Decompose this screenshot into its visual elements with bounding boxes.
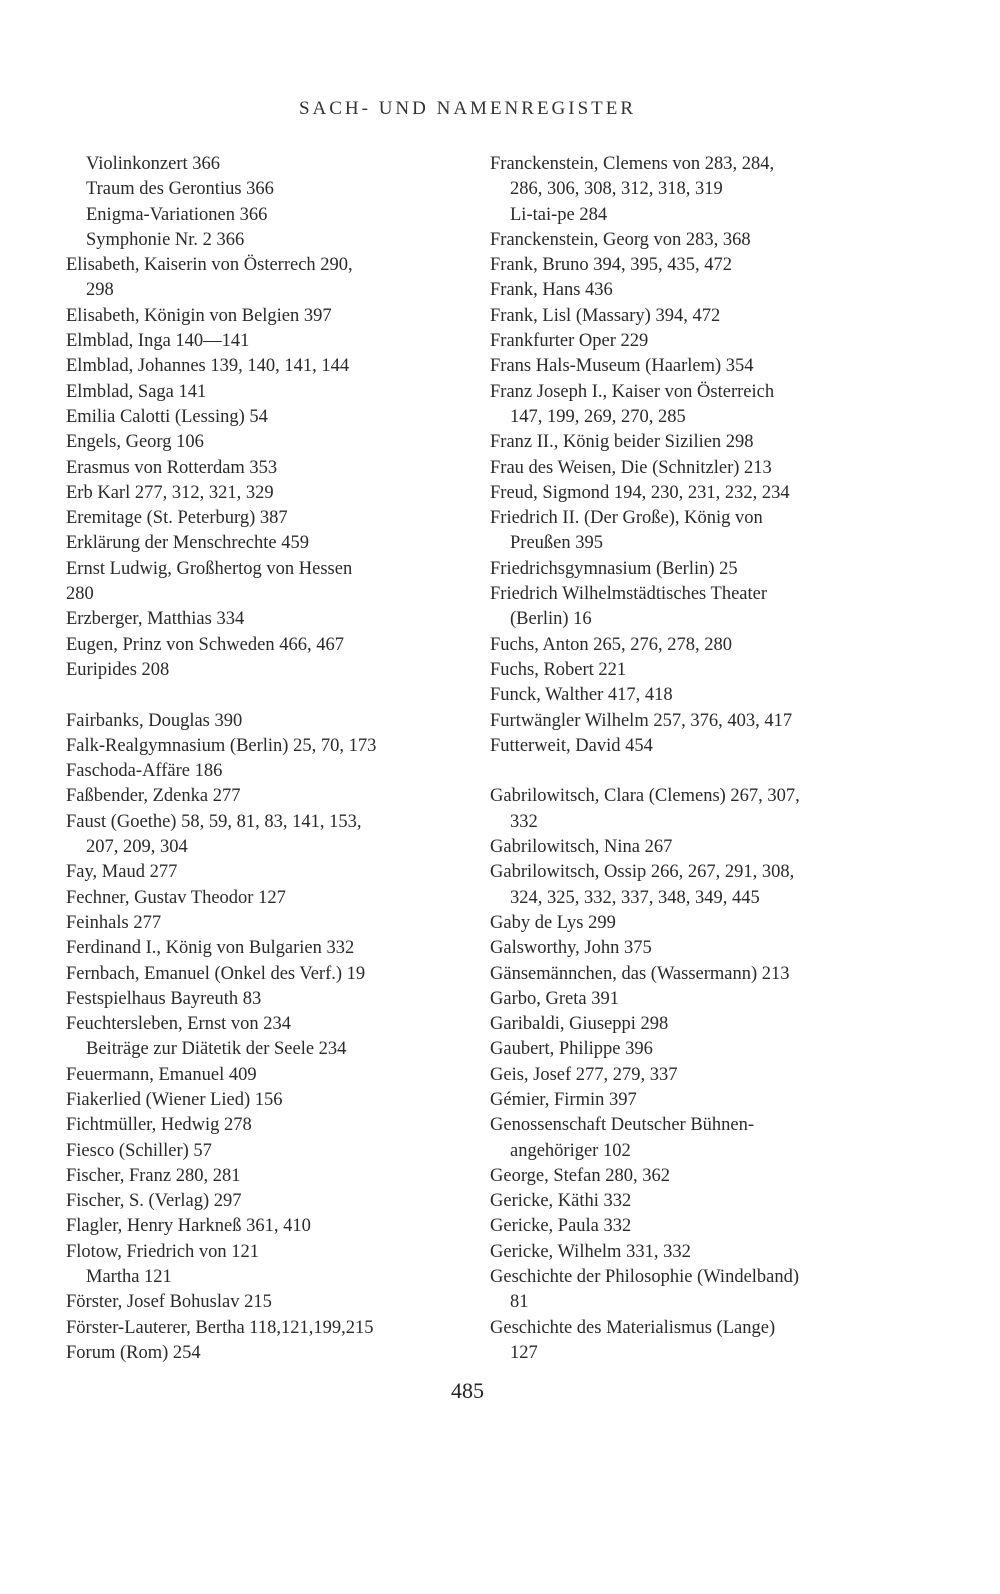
index-entry-continuation: 324, 325, 332, 337, 348, 349, 445 [510,887,760,908]
index-entry: Fiesco (Schiller) 57 [66,1140,212,1161]
index-entry: Geschichte des Materialismus (Lange) [490,1317,776,1338]
index-entry-continuation: Li-tai-pe 284 [510,204,608,225]
index-entry: Feinhals 277 [66,912,162,933]
index-entry: Erasmus von Rotterdam 353 [66,457,278,478]
index-entry: Frans Hals-Museum (Haarlem) 354 [490,356,754,377]
index-entry: Geschichte der Philosophie (Windelband) [490,1267,800,1288]
index-entry: Funck, Walther 417, 418 [490,685,673,706]
index-entry: Frankfurter Oper 229 [490,331,649,352]
index-entry-continuation: Preußen 395 [510,533,603,554]
index-column-right [490,152,910,1366]
index-entry: Erb Karl 277, 312, 321, 329 [66,482,274,503]
index-entry: Franckenstein, Clemens von 283, 284, [490,154,775,174]
index-entry: Ernst Ludwig, Großhertog von Hessen [66,558,353,579]
index-entry: 280 [66,584,94,605]
index-entry: Elisabeth, Königin von Belgien 397 [66,305,332,326]
index-entry-continuation: Symphonie Nr. 2 366 [86,229,245,250]
index-entry: Förster-Lauterer, Bertha 118,121,199,215 [66,1317,374,1338]
index-entry: Feuchtersleben, Ernst von 234 [66,1014,292,1035]
index-column-left [66,152,486,1366]
index-entry: Galsworthy, John 375 [490,938,652,959]
index-entry: Fischer, Franz 280, 281 [66,1165,241,1186]
index-entry: Genossenschaft Deutscher Bühnen- [490,1115,755,1136]
index-entry: Ferdinand I., König von Bulgarien 332 [66,938,355,959]
index-entry: Flotow, Friedrich von 121 [66,1241,260,1262]
index-entry: Erzberger, Matthias 334 [66,609,245,630]
index-entry: Förster, Josef Bohuslav 215 [66,1292,272,1313]
index-entry: Gericke, Wilhelm 331, 332 [490,1241,691,1262]
index-entry: Eremitage (St. Peterburg) 387 [66,508,288,529]
index-entry: Fischer, S. (Verlag) 297 [66,1191,242,1212]
section-gap [490,759,910,784]
index-entry-continuation: 298 [86,280,114,301]
index-entry: Elmblad, Johannes 139, 140, 141, 144 [66,356,350,377]
index-entry-continuation: 286, 306, 308, 312, 318, 319 [510,179,723,200]
index-entry: Fiakerlied (Wiener Lied) 156 [66,1089,283,1110]
index-entry: Gaubert, Philippe 396 [490,1039,653,1060]
index-entry: Franz Joseph I., Kaiser von Österreich [490,381,775,402]
index-entry: Friedrichsgymnasium (Berlin) 25 [490,558,738,579]
index-entry-continuation: 147, 199, 269, 270, 285 [510,406,686,427]
index-entry-continuation: 81 [510,1292,529,1313]
index-entry: Emilia Calotti (Lessing) 54 [66,406,268,427]
index-entry: Gabrilowitsch, Ossip 266, 267, 291, 308, [490,862,795,883]
page-number: 485 [451,1378,484,1403]
index-entry: Frank, Lisl (Massary) 394, 472 [490,305,721,326]
index-entry-continuation: 332 [510,811,538,832]
index-entry: Gericke, Paula 332 [490,1216,632,1237]
index-entry: Fechner, Gustav Theodor 127 [66,887,286,908]
index-entry: Gaby de Lys 299 [490,912,616,933]
index-entry-continuation: 127 [510,1342,538,1363]
index-entry: Erklärung der Menschrechte 459 [66,533,309,554]
index-entry: Frau des Weisen, Die (Schnitzler) 213 [490,457,772,478]
index-entry: Frank, Hans 436 [490,280,613,301]
index-entry: Friedrich Wilhelmstädtisches Theater [490,584,768,605]
index-entry: Fay, Maud 277 [66,862,178,883]
index-entry: Fichtmüller, Hedwig 278 [66,1115,252,1136]
index-entry-continuation: (Berlin) 16 [510,609,592,630]
index-entry: Elmblad, Saga 141 [66,381,207,402]
index-entry-continuation: Martha 121 [86,1267,172,1288]
index-entry: Forum (Rom) 254 [66,1342,201,1363]
index-entry-continuation: Traum des Gerontius 366 [86,179,274,200]
index-entry: Elisabeth, Kaiserin von Österrech 290, [66,255,353,276]
index-entry: Flagler, Henry Harkneß 361, 410 [66,1216,311,1237]
index-entry: Euripides 208 [66,659,170,680]
index-entry: Freud, Sigmond 194, 230, 231, 232, 234 [490,482,790,503]
index-entry: Fuchs, Robert 221 [490,659,627,680]
index-entry: Gémier, Firmin 397 [490,1089,637,1110]
index-entry: Falk-Realgymnasium (Berlin) 25, 70, 173 [66,735,377,756]
index-entry-continuation: 207, 209, 304 [86,837,188,858]
index-entry: Furtwängler Wilhelm 257, 376, 403, 417 [490,710,793,731]
index-entry: George, Stefan 280, 362 [490,1165,670,1186]
index-entry: Futterweit, David 454 [490,735,653,756]
section-gap [66,683,486,708]
index-entry: Feuermann, Emanuel 409 [66,1064,257,1085]
index-entry: Garibaldi, Giuseppi 298 [490,1014,669,1035]
index-entry: Frank, Bruno 394, 395, 435, 472 [490,255,733,276]
index-entry-continuation: Violinkonzert 366 [86,154,221,174]
index-entry: Faßbender, Zdenka 277 [66,786,241,807]
index-entry: Fairbanks, Douglas 390 [66,710,243,731]
index-entry: Franz II., König beider Sizilien 298 [490,432,754,453]
index-entry: Fernbach, Emanuel (Onkel des Verf.) 19 [66,963,366,984]
index-entry: Garbo, Greta 391 [490,988,619,1009]
index-entry: Gericke, Käthi 332 [490,1191,632,1212]
running-header: SACH- UND NAMENREGISTER [298,98,637,119]
index-entry-continuation: angehöriger 102 [510,1140,631,1161]
index-entry: Gabrilowitsch, Nina 267 [490,837,673,858]
index-entry: Elmblad, Inga 140—141 [66,331,250,352]
index-entry: Faust (Goethe) 58, 59, 81, 83, 141, 153, [66,811,362,832]
index-entry: Friedrich II. (Der Große), König von [490,508,763,529]
index-entry: Fuchs, Anton 265, 276, 278, 280 [490,634,733,655]
index-entry-continuation: Beiträge zur Diätetik der Seele 234 [86,1039,347,1060]
index-entry: Franckenstein, Georg von 283, 368 [490,229,751,250]
index-entry: Gabrilowitsch, Clara (Clemens) 267, 307, [490,786,800,807]
index-entry-continuation: Enigma-Variationen 366 [86,204,268,225]
index-entry: Engels, Georg 106 [66,432,204,453]
index-entry: Geis, Josef 277, 279, 337 [490,1064,678,1085]
index-entry: Eugen, Prinz von Schweden 466, 467 [66,634,344,655]
index-entry: Faschoda-Affäre 186 [66,761,223,782]
index-entry: Gänsemännchen, das (Wassermann) 213 [490,963,790,984]
index-entry: Festspielhaus Bayreuth 83 [66,988,262,1009]
